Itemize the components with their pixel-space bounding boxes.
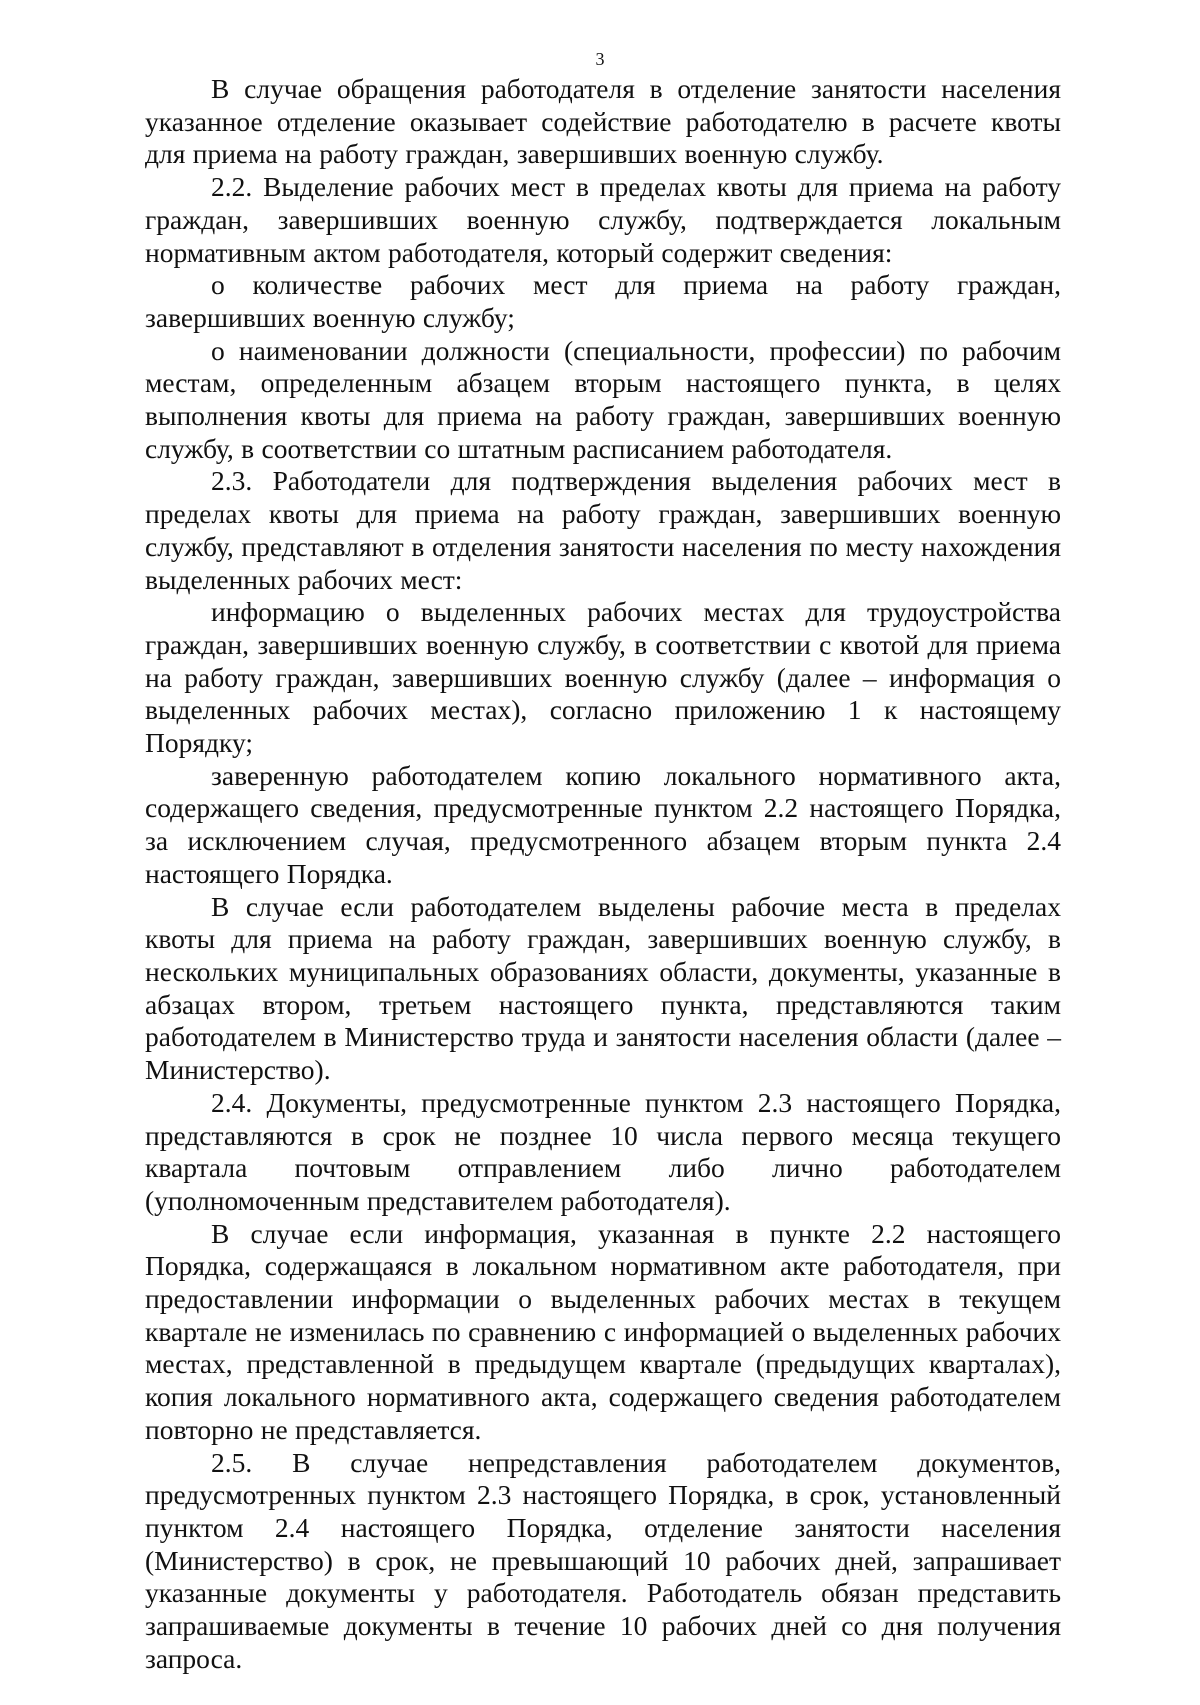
paragraph-2-4: 2.4. Документы, предусмотренные пунктом 2.3 настоящего Порядка, представляются в срок не позднее 10 числа первого месяца текущего квартала почтовым отправлением либо лично работодателем (уполномоченным представителем работодателя). (145, 1086, 1061, 1216)
page-number: 3 (595, 49, 605, 69)
paragraph-2-3-information: информацию о выделенных рабочих местах для трудоустройства граждан, завершивших военную службу, в соответствии с квотой для приема на работу граждан, завершивших военную службу (далее – информация о выделенных рабочих местах), согласно приложению 1 к настоящему Порядку; (145, 596, 1061, 759)
paragraph-2-5: 2.5. В случае непредставления работодателем документов, предусмотренных пунктом 2.3 настоящего Порядка, в срок, установленный пунктом 2.4 настоящего Порядка, отделение занятости населения (Министерство) в срок, не превышающий 10 рабочих дней, запрашивает указанные документы у работодателя. Работодатель обязан представить запрашиваемые документы в течение 10 рабочих дней со дня получения запроса. (145, 1446, 1061, 1674)
paragraph-2-2: 2.2. Выделение рабочих мест в пределах квоты для приема на работу граждан, завершивших военную службу, подтверждается локальным нормативным актом работодателя, который содержит сведения: (145, 171, 1061, 268)
paragraph-2-4-unchanged-information: В случае если информация, указанная в пункте 2.2 настоящего Порядка, содержащаяся в локальном нормативном акте работодателя, при предоставлении информации о выделенных рабочих местах в текущем квартале не изменилась по сравнению с информацией о выделенных рабочих местах, представленной в предыдущем квартале (предыдущих кварталах), копия локального нормативного акта, содержащего сведения работодателем повторно не представляется. (145, 1217, 1061, 1445)
paragraph-2-2-workplaces-count: о количестве рабочих мест для приема на работу граждан, завершивших военную службу; (145, 269, 1061, 333)
paragraph-2-3-certified-copy: заверенную работодателем копию локального нормативного акта, содержащего сведения, предусмотренные пунктом 2.2 настоящего Порядка, за исключением случая, предусмотренного абзацем вторым пункта 2.4 настоящего Порядка. (145, 759, 1061, 889)
paragraph-quota-assistance: В случае обращения работодателя в отделение занятости населения указанное отделение оказывает содействие работодателю в расчете квоты для приема на работу граждан, завершивших военную службу. (145, 73, 1061, 170)
paragraph-2-3-multiple-municipalities: В случае если работодателем выделены рабочие места в пределах квоты для приема на работу граждан, завершивших военную службу, в нескольких муниципальных образованиях области, документы, указанные в абзацах втором, третьем настоящего пункта, представляются таким работодателем в Министерство труда и занятости населения области (далее – Министерство). (145, 890, 1061, 1086)
document-body (145, 73, 1061, 1675)
paragraph-2-3: 2.3. Работодатели для подтверждения выделения рабочих мест в пределах квоты для приема на работу граждан, завершивших военную службу, представляют в отделения занятости населения по месту нахождения выделенных рабочих мест: (145, 465, 1061, 595)
paragraph-2-2-position-name: о наименовании должности (специальности, профессии) по рабочим местам, определенным абзацем вторым настоящего пункта, в целях выполнения квоты для приема на работу граждан, завершивших военную службу, в соответствии со штатным расписанием работодателя. (145, 334, 1061, 464)
